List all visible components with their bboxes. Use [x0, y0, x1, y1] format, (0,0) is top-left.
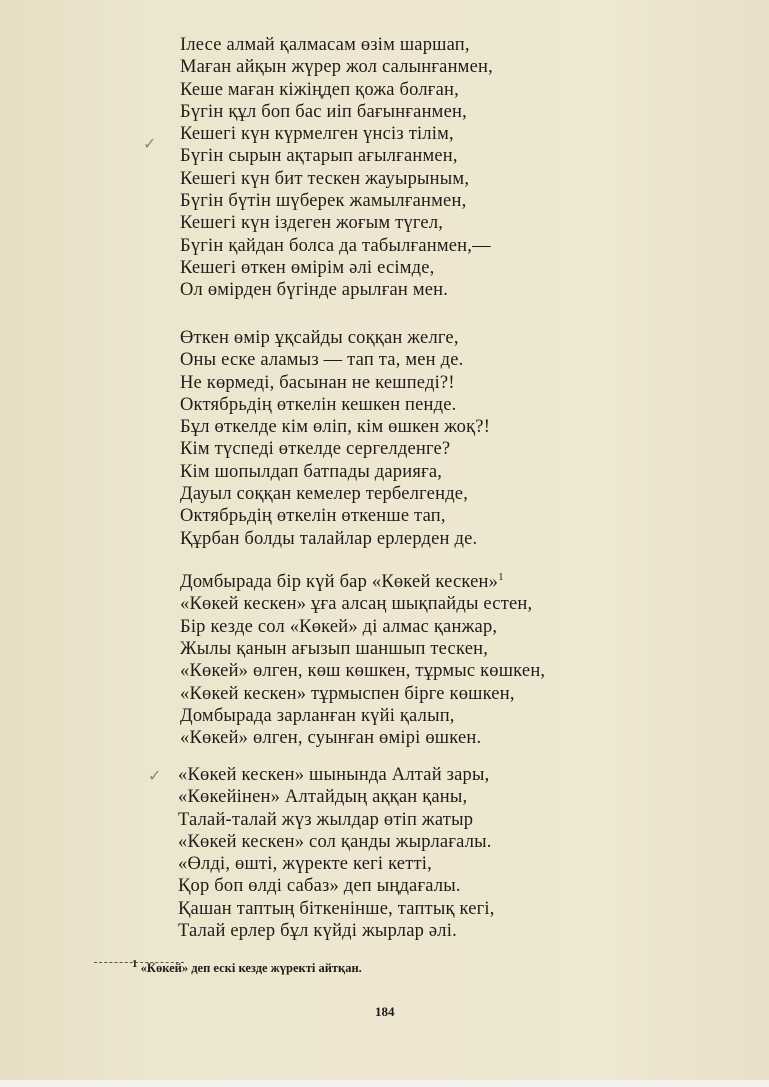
verse-line: Талай-талай жүз жылдар өтіп жатыр	[178, 809, 474, 830]
verse-line: Бұл өткелде кім өліп, кім өшкен жоқ?!	[180, 417, 491, 438]
verse-line: Бүгін құл боп бас иіп бағынғанмен,	[180, 101, 467, 122]
verse-line: Құрбан болды талайлар ерлерден де.	[180, 528, 478, 549]
footnote-reference: 1	[498, 571, 504, 583]
verse-line: Кім шопылдап батпады дарияға,	[180, 461, 443, 482]
verse-line: «Көкей кескен» шынында Алтай зары,	[178, 765, 490, 785]
verse-line: Ол өмірден бүгінде арылған мен.	[180, 280, 449, 301]
verse-line: Бір кезде сол «Көкей» ді алмас қанжар,	[180, 616, 498, 637]
verse-line: Маған айқын жүрер жол салынғанмен,	[180, 57, 493, 78]
stanza-1	[180, 34, 493, 302]
verse-line: Кеше маған кіжіңдеп қожа болған,	[180, 79, 459, 100]
verse-line: Кім түспеді өткелде сергелденге?	[180, 439, 451, 460]
verse-line: Жылы қанын ағызып шаншып тескен,	[180, 639, 489, 660]
verse-line: «Көкей кескен» сол қанды жырлағалы.	[178, 831, 492, 852]
verse-line: Бүгін қайдан болса да табылғанмен,—	[180, 235, 491, 256]
verse-line: Өткен өмір ұқсайды соққан желге,	[180, 328, 459, 348]
verse-line: «Өлді, өшті, жүректе кегі кетті,	[178, 854, 432, 875]
verse-line: «Көкей» өлген, көш көшкен, тұрмыс көшкен,	[180, 661, 546, 682]
verse-line: Кешегі күн іздеген жоғым түгел,	[180, 213, 444, 234]
verse-line: Октябрьдің өткелін өткенше тап,	[180, 506, 446, 527]
verse-line: Не көрмеді, басынан не кешпеді?!	[180, 372, 455, 393]
verse-line: Домбырада зарланған күйі қалып,	[180, 705, 455, 726]
verse-line: Талай ерлер бұл күйді жырлар әлі.	[178, 921, 457, 942]
verse-line: Октябрьдің өткелін кешкен пенде.	[180, 394, 457, 415]
verse-line: Бүгін сырын ақтарып ағылғанмен,	[180, 146, 458, 167]
pencil-checkmark-icon: ✓	[148, 768, 162, 785]
scan-edge	[0, 1080, 769, 1087]
verse-line: «Көкей кескен» ұға алсаң шықпайды естен,	[180, 594, 533, 615]
pencil-checkmark-icon: ✓	[143, 136, 157, 153]
stanza-4	[178, 764, 495, 942]
verse-line: Оны еске аламыз — тап та, мен де.	[180, 350, 464, 371]
verse-line: Қашан таптың біткенінше, таптық кегі,	[178, 898, 495, 919]
stanza-3	[180, 566, 545, 750]
verse-line: Кешегі күн күрмелген үнсіз тілім,	[180, 124, 454, 145]
verse-line: Кешегі күн бит тескен жауырыным,	[180, 168, 470, 189]
verse-line-with-footnote	[180, 566, 545, 593]
verse-line: Бүгін бүтін шүберек жамылғанмен,	[180, 191, 467, 212]
verse-line: Дауыл соққан кемелер тербелгенде,	[180, 484, 469, 505]
verse-line: «Көкей кескен» тұрмыспен бірге көшкен,	[180, 683, 515, 704]
verse-line: Қор боп өлді сабаз» деп ыңдағалы.	[178, 876, 461, 897]
page-number: 184	[375, 1004, 395, 1019]
verse-line: «Көкей» өлген, суынған өмірі өшкен.	[180, 728, 482, 749]
verse-line: «Көкейінен» Алтайдың аққан қаны,	[178, 787, 468, 808]
stanza-2	[180, 327, 490, 550]
verse-line: Ілесе алмай қалмасам өзім шаршап,	[180, 35, 470, 55]
footnote: $^1$ «Көкей» деп ескі кезде жүректі айтқан.	[132, 958, 362, 976]
verse-line: Домбырада бір күй бар «Көкей кескен»	[180, 572, 499, 593]
verse-line: Кешегі өткен өмірім әлі есімде,	[180, 257, 435, 278]
